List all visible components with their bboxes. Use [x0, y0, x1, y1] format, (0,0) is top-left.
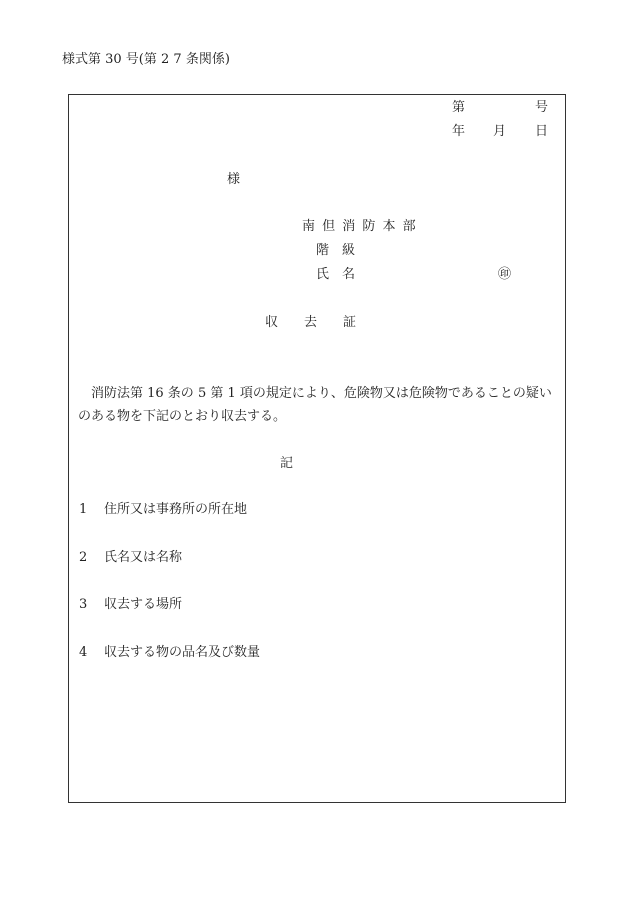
document-number-prefix: 第	[452, 100, 466, 115]
body-line-1: 消防法第 16 条の 5 第 1 項の規定により、危険物又は危険物であることの疑い	[78, 386, 552, 401]
date-year-label: 年	[452, 124, 466, 139]
item-label: 収去する場所	[104, 597, 183, 612]
document-number-suffix: 号	[535, 100, 549, 115]
item-number: 4	[79, 645, 88, 660]
item-label: 氏名又は名称	[104, 550, 183, 565]
form-number: 様式第 30 号(第 2 7 条関係)	[62, 52, 230, 67]
item-number: 2	[79, 550, 88, 565]
form-frame	[68, 94, 566, 803]
body-line-2: のある物を下記のとおり収去する。	[78, 409, 287, 424]
document-title: 収 去 証	[265, 315, 357, 330]
item-label: 収去する物の品名及び数量	[104, 645, 261, 660]
issuer-organization: 南 但 消 防 本 部	[302, 219, 416, 234]
item-number: 3	[79, 597, 88, 612]
record-heading: 記	[280, 456, 294, 471]
item-number: 1	[79, 502, 88, 517]
issuer-name-label: 氏 名	[316, 267, 356, 282]
seal-mark: ㊞	[498, 267, 512, 282]
date-day-label: 日	[535, 124, 549, 139]
date-month-label: 月	[493, 124, 507, 139]
item-label: 住所又は事務所の所在地	[104, 502, 248, 517]
addressee-suffix: 様	[227, 172, 241, 187]
issuer-rank-label: 階 級	[316, 243, 356, 258]
